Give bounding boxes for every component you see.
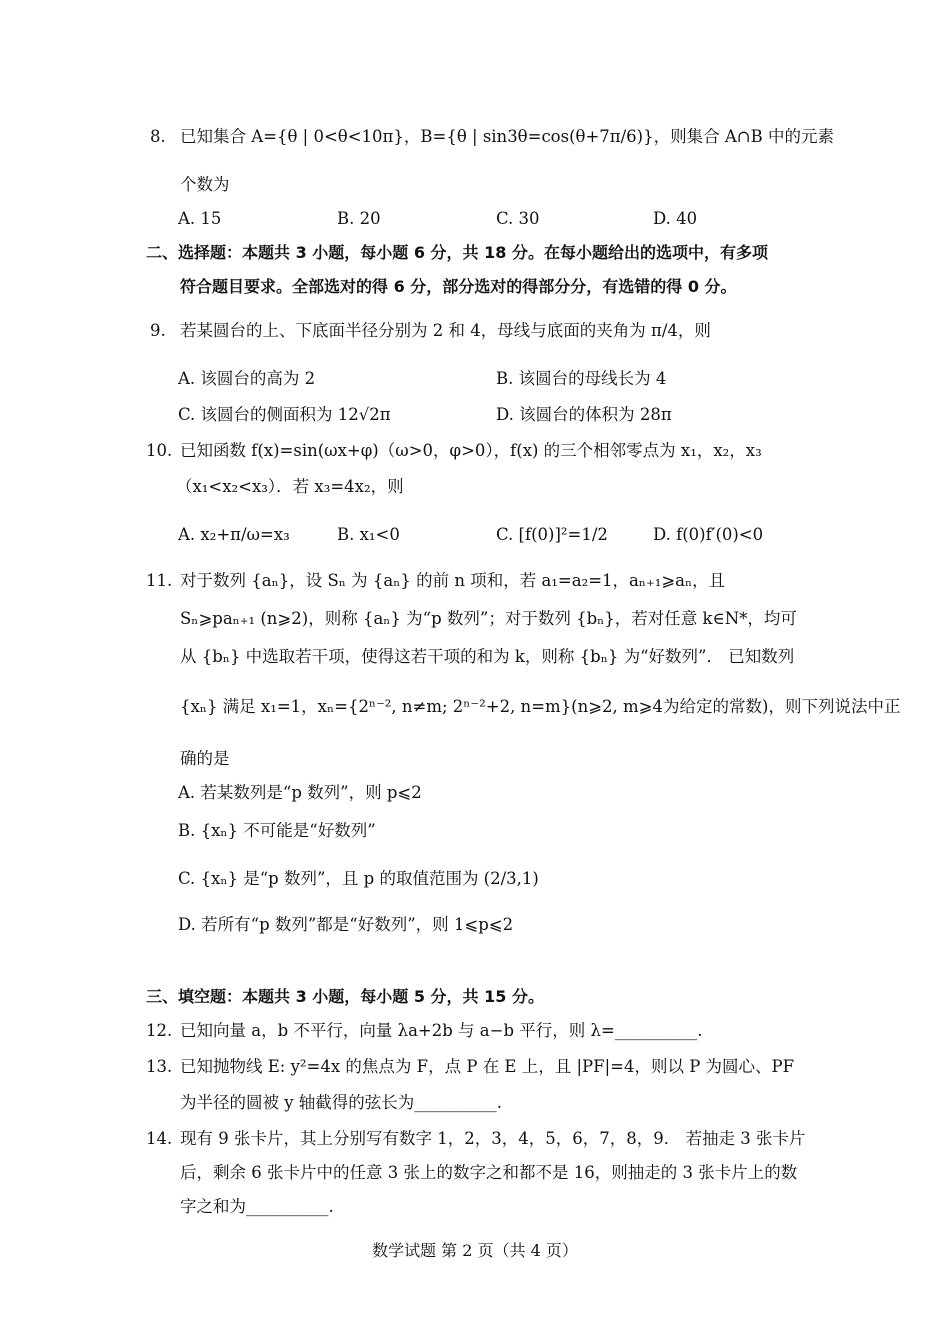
option-a: A. 该圆台的高为 2 <box>178 369 316 388</box>
question-stem: 对于数列 {aₙ}，设 Sₙ 为 {aₙ} 的前 n 项和，若 a₁=a₂=1，aₙ₊₁⩾aₙ，且 <box>180 571 726 590</box>
question-stem-cont: 为半径的圆被 y 轴截得的弦长为__________. <box>180 1093 503 1112</box>
question-stem: 已知向量 a，b 不平行，向量 λa+2b 与 a−b 平行，则 λ=__________. <box>180 1021 703 1040</box>
option-c: C. 30 <box>496 209 540 228</box>
option-d: D. f(0)f′(0)<0 <box>653 525 764 544</box>
option-d: D. 若所有“p 数列”都是“好数列”，则 1⩽p⩽2 <box>178 915 514 934</box>
question-number: 14. <box>146 1129 173 1148</box>
question-stem: 现有 9 张卡片，其上分别写有数字 1，2，3，4，5，6，7，8，9． 若抽走 3 张卡片 <box>180 1129 806 1148</box>
page-footer: 数学试题 第 2 页（共 4 页） <box>372 1241 578 1260</box>
option-a: A. 15 <box>178 209 222 228</box>
option-b: B. 该圆台的母线长为 4 <box>496 369 667 388</box>
option-b: B. x₁<0 <box>337 525 400 544</box>
question-number: 10. <box>146 441 173 460</box>
option-b: B. 20 <box>337 209 381 228</box>
option-d: D. 40 <box>653 209 698 228</box>
option-b: B. {xₙ} 不可能是“好数列” <box>178 821 376 840</box>
question-stem-cont: {xₙ} 满足 x₁=1，xₙ={2ⁿ⁻², n≠m; 2ⁿ⁻²+2, n=m}(n⩾2, m⩾4为给定的常数)，则下列说法中正 <box>180 697 901 716</box>
question-stem-cont: 后，剩余 6 张卡片中的任意 3 张上的数字之和都不是 16，则抽走的 3 张卡片上的数 <box>180 1163 798 1182</box>
question-stem: 已知抛物线 E: y²=4x 的焦点为 F，点 P 在 E 上，且 |PF|=4，则以 P 为圆心、PF <box>180 1057 795 1076</box>
question-number: 11. <box>146 571 173 590</box>
option-c: C. {xₙ} 是“p 数列”，且 p 的取值范围为 (2/3,1) <box>178 869 539 888</box>
question-stem-cont: 确的是 <box>180 749 230 768</box>
question-stem: 已知函数 f(x)=sin(ωx+φ)（ω>0，φ>0），f(x) 的三个相邻零点为 x₁，x₂，x₃ <box>180 441 762 460</box>
question-stem: 已知集合 A={θ | 0<θ<10π}，B={θ | sin3θ=cos(θ+7π/6)}，则集合 A∩B 中的元素 <box>180 127 834 146</box>
question-stem: 若某圆台的上、下底面半径分别为 2 和 4，母线与底面的夹角为 π/4，则 <box>180 321 711 340</box>
question-stem-cont: 字之和为__________. <box>180 1197 334 1216</box>
question-number: 12. <box>146 1021 173 1040</box>
option-c: C. 该圆台的侧面积为 12√2π <box>178 405 391 424</box>
option-c: C. [f(0)]²=1/2 <box>496 525 608 544</box>
option-d: D. 该圆台的体积为 28π <box>496 405 672 424</box>
question-number: 13. <box>146 1057 173 1076</box>
question-stem-cont: 个数为 <box>180 175 230 194</box>
question-number: 9. <box>150 321 166 340</box>
question-stem-cont: （x₁<x₂<x₃）．若 x₃=4x₂，则 <box>176 477 404 496</box>
section-2-heading: 二、选择题：本题共 3 小题，每小题 6 分，共 18 分。在每小题给出的选项中，有多项 <box>146 243 768 262</box>
section-2-heading-cont: 符合题目要求。全部选对的得 6 分，部分选对的得部分分，有选错的得 0 分。 <box>180 277 737 296</box>
question-number: 8. <box>150 127 166 146</box>
option-a: A. 若某数列是“p 数列”，则 p⩽2 <box>178 783 422 802</box>
option-a: A. x₂+π/ω=x₃ <box>178 525 290 544</box>
question-stem-cont: 从 {bₙ} 中选取若干项，使得这若干项的和为 k，则称 {bₙ} 为“好数列”． 已知数列 <box>180 647 795 666</box>
section-3-heading: 三、填空题：本题共 3 小题，每小题 5 分，共 15 分。 <box>146 987 544 1006</box>
question-stem-cont: Sₙ⩾paₙ₊₁ (n⩾2)，则称 {aₙ} 为“p 数列”；对于数列 {bₙ}，若对任意 k∈N*，均可 <box>180 609 797 628</box>
